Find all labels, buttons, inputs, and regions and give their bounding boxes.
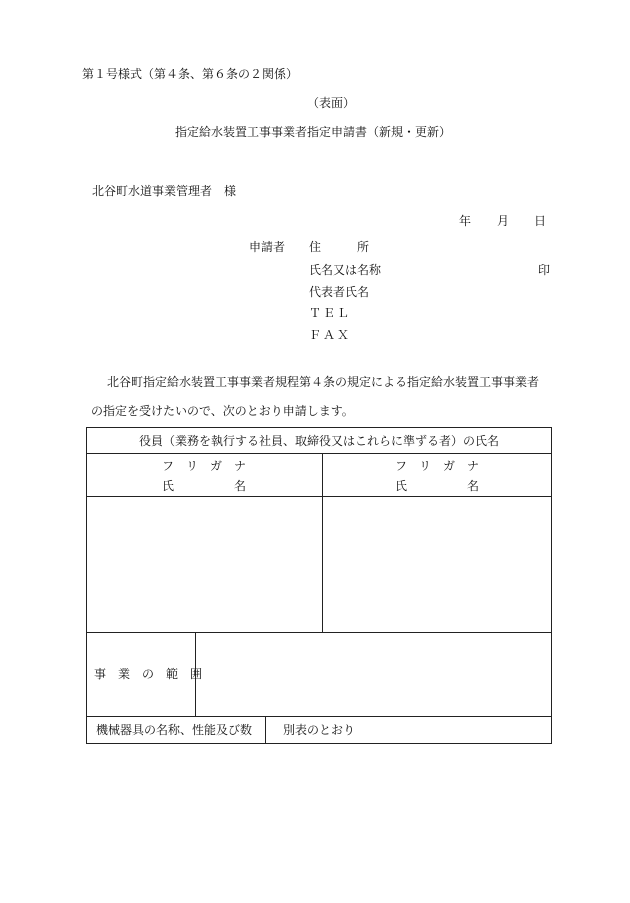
fax-label: ＦＡＸ xyxy=(309,328,352,342)
table-row-divider xyxy=(86,716,552,717)
date-day-label: 日 xyxy=(534,214,547,228)
furigana-header-left: フ リ ガ ナ xyxy=(161,459,246,473)
equipment-label: 機械器具の名称、性能及び数 xyxy=(96,723,253,737)
tel-label: ＴＥＬ xyxy=(309,306,352,320)
addressee: 北谷町水道事業管理者 様 xyxy=(92,184,237,198)
applicant-label: 申請者 xyxy=(249,240,286,254)
business-scope-label: 事 業 の 範 囲 xyxy=(94,667,203,681)
equipment-value: 別表のとおり xyxy=(283,723,356,737)
table-column-divider xyxy=(265,716,266,744)
name-header-left: 氏 名 xyxy=(161,479,246,493)
business-scope-field[interactable] xyxy=(196,633,551,716)
representative-label: 代表者氏名 xyxy=(309,285,370,299)
name-header-right: 氏 名 xyxy=(394,479,479,493)
body-text-line-2: の指定を受けたいので、次のとおり申請します。 xyxy=(91,404,354,418)
document-title: 指定給水装置工事事業者指定申請書（新規・更新） xyxy=(175,125,452,139)
form-number: 第１号様式（第４条、第６条の２関係） xyxy=(82,67,299,81)
table-row-divider xyxy=(86,453,552,454)
application-form-table xyxy=(86,427,552,744)
officer-names-field-left[interactable] xyxy=(87,497,322,632)
name-label: 氏名又は名称 xyxy=(309,263,382,277)
officers-header: 役員（業務を執行する社員、取締役又はこれらに準ずる者）の氏名 xyxy=(138,434,499,448)
officer-names-field-right[interactable] xyxy=(323,497,551,632)
date-month-label: 月 xyxy=(497,214,510,228)
address-label: 住 所 xyxy=(309,240,370,254)
page-side-label: （表面） xyxy=(307,96,356,110)
furigana-header-right: フ リ ガ ナ xyxy=(394,459,479,473)
body-text-line-1: 北谷町指定給水装置工事事業者規程第４条の規定による指定給水装置工事事業者 xyxy=(107,375,540,389)
date-year-label: 年 xyxy=(459,214,472,228)
seal-mark: 印 xyxy=(538,263,551,277)
